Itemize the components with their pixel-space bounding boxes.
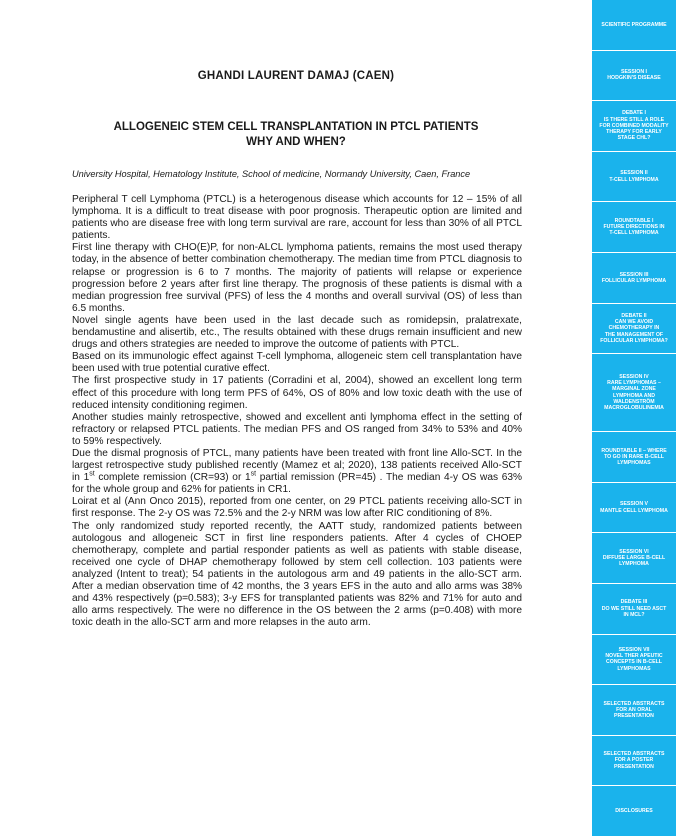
sidebar-nav-item[interactable]: SESSION III FOLLICULAR LYMPHOMA: [592, 253, 676, 304]
title-line-2: WHY AND WHEN?: [246, 136, 346, 148]
abstract-title: [0, 120, 592, 150]
sidebar-nav-item[interactable]: SCIENTIFIC PROGRAMME: [592, 0, 676, 51]
sidebar-nav-item[interactable]: SESSION VI DIFFUSE LARGE B-CELL LYMPHOMA: [592, 533, 676, 584]
body-paragraph: The only randomized study reported recently, the AATT study, randomized patients between autologous and allogeneic SCT in first line responders patients. After 4 cycles of CHOEP chemotherapy, complete and partial responder patients as well as patients with stable disease, received one cycle of DHAP chemotherapy followed by stem cell collection. 103 patients were analyzed (Intent to treat); 54 patients in the autologous arm and 49 patients in the allo-SCT arm. After a median observation time of 42 months, the 3 years EFS in the auto and allo arms was 38% and 43% respectively (p=0.583); 3-y EFS for transplanted patients was 82% and 71% for auto and allo arms respectively. The were no difference in the OS between the 2 arms (p=0.408) with more toxic death in the allo-SCT arm and more relapses in the auto arm.: [72, 520, 522, 629]
sidebar-nav-item[interactable]: ROUNDTABLE I FUTURE DIRECTIONS IN T-CELL LYMPHOMA: [592, 202, 676, 253]
body-paragraph: Due the dismal prognosis of PTCL, many patients have been treated with front line Allo-SCT. In the largest retrospective study published recently (Mamez et al; 2020), 138 patients received Allo-SCT in 1st complete remission (CR=93) or 1st partial remission (PR=45) . The median 4-y OS was 63% for the whole group and 62% for patients in CR1.: [72, 447, 522, 496]
sidebar-nav-item[interactable]: DEBATE II CAN WE AVOID CHEMOTHERAPY IN THE MANAGEMENT OF FOLLICULAR LYMPHOMA?: [592, 304, 676, 355]
abstract-body: [72, 194, 522, 629]
sidebar-nav-item[interactable]: DEBATE III DO WE STILL NEED ASCT IN MCL?: [592, 584, 676, 635]
sidebar-nav-item[interactable]: SESSION I HODGKIN'S DISEASE: [592, 51, 676, 102]
sidebar-nav-item[interactable]: SESSION IV RARE LYMPHOMAS – MARGINAL ZONE LYMPHOMA AND WALDENSTRÖM MACROGLOBULINEMIA: [592, 354, 676, 432]
body-paragraph: Peripheral T cell Lymphoma (PTCL) is a heterogenous disease which accounts for 12 – 15% of all lymphoma. It is a difficult to treat disease with poor prognosis. Therapeutic option are limited and patients who are disease free with long term survival are rare, account for less than 30% of all PTCL patients.: [72, 194, 522, 242]
programme-sidebar: [592, 0, 676, 836]
sidebar-nav-item[interactable]: ROUNDTABLE II – WHERE TO GO IN RARE B-CELL LYMPHOMAS: [592, 432, 676, 483]
affiliation: University Hospital, Hematology Institute, School of medicine, Normandy University, Caen, France: [72, 169, 471, 179]
sidebar-nav-item[interactable]: SELECTED ABSTRACTS FOR A POSTER PRESENTATION: [592, 736, 676, 787]
author-heading: GHANDI LAURENT DAMAJ (CAEN): [197, 70, 395, 82]
body-paragraph: The first prospective study in 17 patients (Corradini et al, 2004), showed an excellent long term effect of this procedure with long term PFS of 64%, OS of 80% and low toxic death with the use of reduced intensity conditioning regimen.: [72, 375, 522, 411]
sidebar-nav-item[interactable]: SESSION VII NOVEL THER APEUTIC CONCEPTS IN B-CELL LYMPHOMAS: [592, 635, 676, 686]
sidebar-nav-item[interactable]: SESSION V MANTLE CELL LYMPHOMA: [592, 483, 676, 534]
sidebar-nav-item[interactable]: DEBATE I IS THERE STILL A ROLE FOR COMBINED MODALITY THERAPY FOR EARLY STAGE CHL?: [592, 101, 676, 152]
body-paragraph: Based on its immunologic effect against T-cell lymphoma, allogeneic stem cell transplantation have been used with true potential curative effect.: [72, 351, 522, 375]
body-paragraph: Another studies mainly retrospective, showed and excellent anti lymphoma effect in the setting of refractory or relapsed PTCL patients. The median PFS and OS ranged from 34% to 53% and 40% to 59% respectively.: [72, 411, 522, 447]
body-paragraph: First line therapy with CHO(E)P, for non-ALCL lymphoma patients, remains the most used therapy today, in the absence of better combination chemotherapy. The median time from PTCL diagnosis to relapse or progression is 6 to 7 months. The majority of patients will relapse or experience progression before 2 years after first line therapy. The prognosis of these patients is dismal with a median progression free survival (PFS) of less the 4 months and overall survival (OS) of less than 6.5 months.: [72, 242, 522, 314]
title-line-1: ALLOGENEIC STEM CELL TRANSPLANTATION IN PTCL PATIENTS: [113, 121, 479, 133]
sidebar-nav-item[interactable]: SELECTED ABSTRACTS FOR AN ORAL PRESENTATION: [592, 685, 676, 736]
sidebar-nav-item[interactable]: DISCLOSURES: [615, 808, 653, 815]
body-paragraph: Loirat et al (Ann Onco 2015), reported from one center, on 29 PTCL patients receiving allo-SCT in first response. The 2-y OS was 72.5% and the 2-y NRM was low after RIC conditioning of 8%.: [72, 496, 522, 520]
body-paragraph: Novel single agents have been used in the last decade such as romidepsin, pralatrexate, bendamustine and alisertib, etc., The results obtained with these drugs remain insufficient and new drugs and others strategies are needed to improve the outcome of patients with PTCL.: [72, 314, 522, 351]
sidebar-nav-item[interactable]: SESSION II T-CELL LYMPHOMA: [592, 152, 676, 203]
